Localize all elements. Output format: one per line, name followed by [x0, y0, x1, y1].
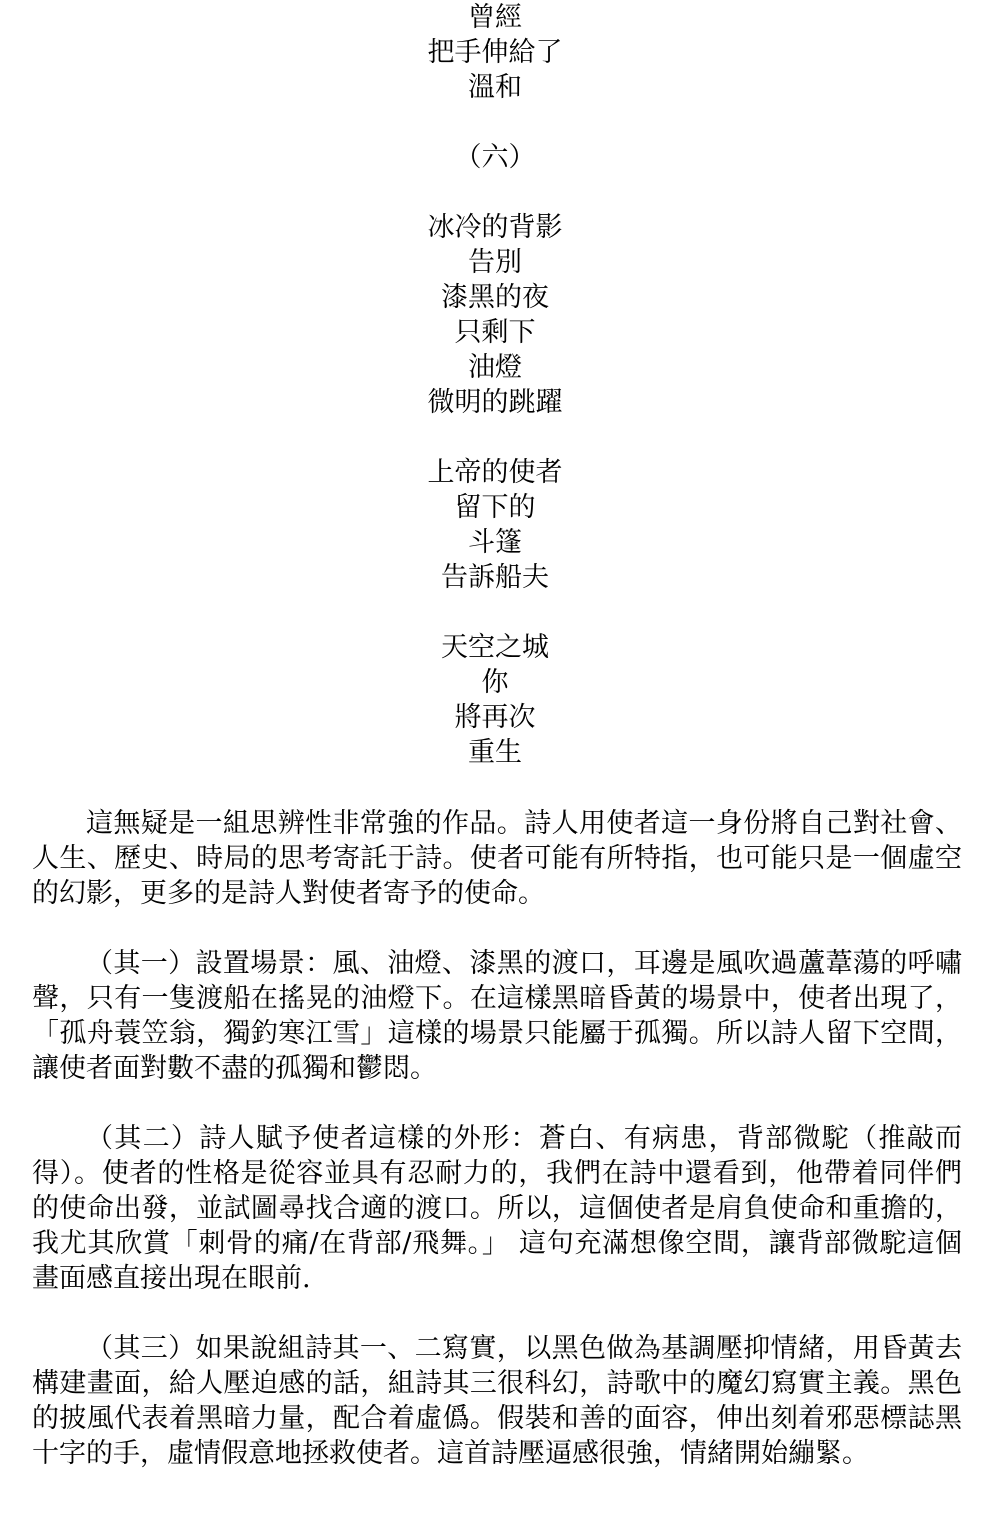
- stanza-gap: [0, 420, 990, 455]
- paragraph-gap: [32, 1086, 962, 1121]
- poem-line: 上帝的使者: [427, 457, 563, 488]
- commentary: [32, 806, 962, 1471]
- section-number: （六）: [454, 142, 536, 173]
- poem-line: 重生: [468, 737, 522, 768]
- poem-line: 將再次: [454, 702, 536, 733]
- poem-line: 留下的: [454, 492, 536, 523]
- poem-line: 冰冷的背影: [427, 212, 563, 243]
- poem-line: 漆黑的夜: [441, 282, 549, 313]
- poem-line: 你: [481, 667, 509, 698]
- paragraph-gap: [32, 1296, 962, 1331]
- paragraph-gap: [32, 911, 962, 946]
- poem-line: 告訴船夫: [441, 562, 549, 593]
- commentary-part-1: （其一）設置場景：風、油燈、漆黑的渡口，耳邊是風吹過蘆葦蕩的呼嘯聲，只有一隻渡船在搖晃的油燈下。在這樣黑暗昏黃的場景中，使者出現了，「孤舟蓑笠翁，獨釣寒江雪」這樣的場景只能屬于孤獨。所以詩人留下空間，讓使者面對數不盡的孤獨和鬱悶。: [32, 948, 962, 1084]
- stanza-gap: [0, 595, 990, 630]
- poem-line: 溫和: [468, 72, 522, 103]
- poem-line: 天空之城: [441, 632, 549, 663]
- poem-line: 油燈: [468, 352, 522, 383]
- commentary-intro: 這無疑是一組思辨性非常強的作品。詩人用使者這一身份將自己對社會、人生、歷史、時局的思考寄託于詩。使者可能有所特指，也可能只是一個虛空的幻影，更多的是詩人對使者寄予的使命。: [32, 808, 962, 909]
- stanza-gap: [0, 105, 990, 140]
- poem-line: 曾經: [468, 2, 522, 33]
- poem-line: 把手伸給了: [427, 37, 563, 68]
- stanza-gap: [0, 175, 990, 210]
- commentary-part-2: （其二）詩人賦予使者這樣的外形：蒼白、有病患，背部微駝（推敲而得）。使者的性格是從容並具有忍耐力的，我們在詩中還看到，他帶着同伴們的使命出發，並試圖尋找合適的渡口。所以，這個使者是肩負使命和重擔的，我尤其欣賞「刺骨的痛/在背部/飛舞。」 這句充滿想像空間，讓背部微駝這個畫面感直接出現在眼前.: [32, 1123, 962, 1294]
- poem-line: 斗篷: [468, 527, 522, 558]
- poem-line: 只剩下: [454, 317, 536, 348]
- poem-line: 告別: [468, 247, 522, 278]
- commentary-part-3: （其三）如果說組詩其一、二寫實，以黑色做為基調壓抑情緒，用昏黃去構建畫面，給人壓迫感的話，組詩其三很科幻，詩歌中的魔幻寫實主義。黑色的披風代表着黑暗力量，配合着虛僞。假裝和善的面容，伸出刻着邪惡標誌黑十字的手，虛情假意地拯救使者。這首詩壓逼感很強，情緒開始繃緊。: [32, 1333, 962, 1469]
- poem-line: 微明的跳躍: [427, 387, 563, 418]
